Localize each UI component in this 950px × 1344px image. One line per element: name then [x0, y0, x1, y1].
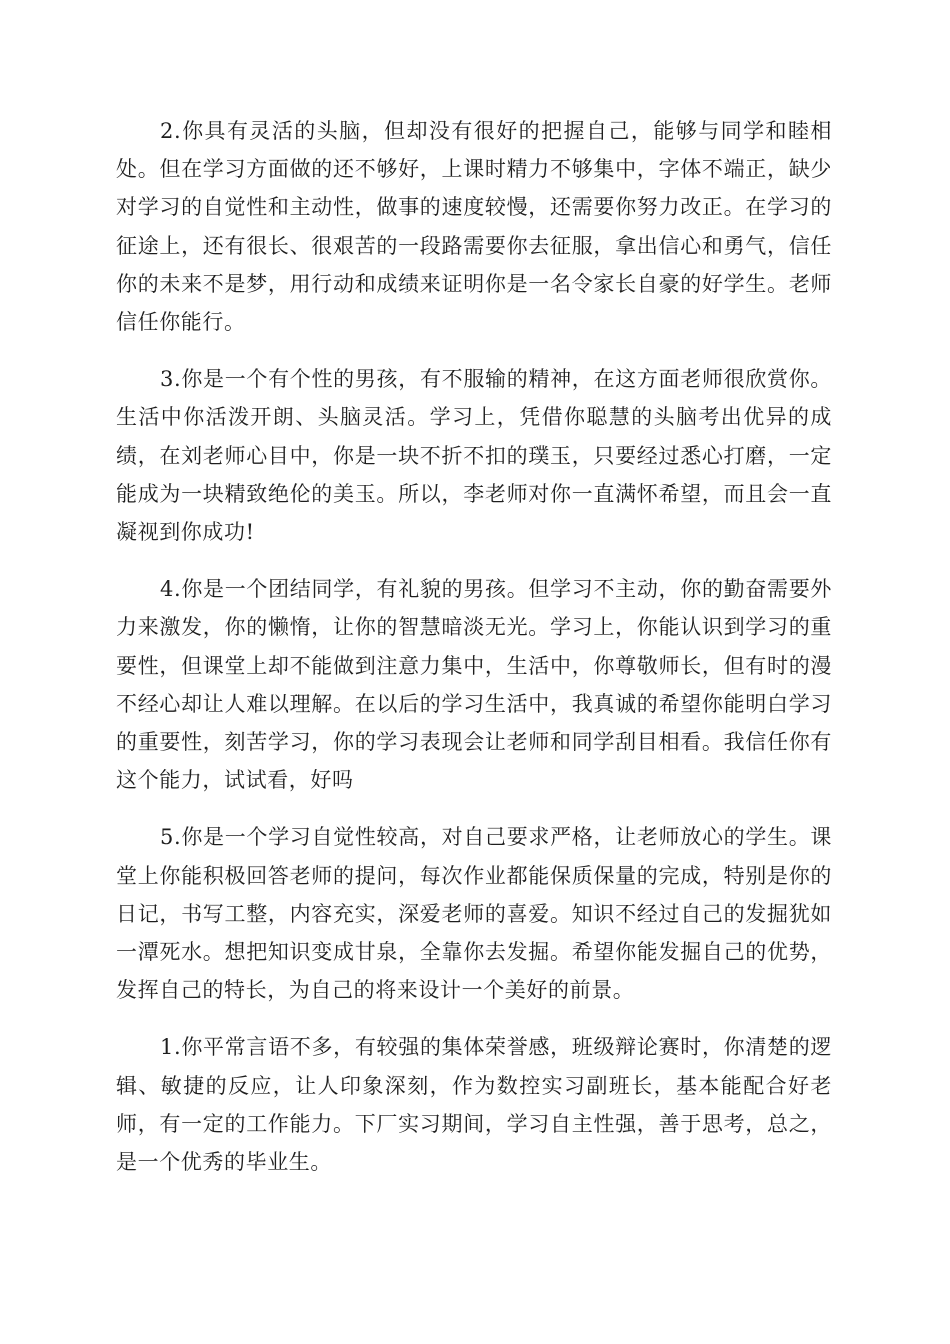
paragraph-comment-3: 3.你是一个有个性的男孩，有不服输的精神，在这方面老师很欣赏你。生活中你活泼开朗、头脑灵活。学习上，凭借你聪慧的头脑考出优异的成绩，在刘老师心目中，你是一块不折不扣的璞玉，只要经过悉心打磨，一定能成为一块精致绝伦的美玉。所以，李老师对你一直满怀希望，而且会一直凝视到你成功! — [116, 367, 832, 545]
document-body — [116, 112, 832, 1181]
paragraph-comment-4: 4.你是一个团结同学，有礼貌的男孩。但学习不主动，你的勤奋需要外力来激发，你的懒惰，让你的智慧暗淡无光。学习上，你能认识到学习的重要性，但课堂上却不能做到注意力集中，生活中，你尊敬师长，但有时的漫不经心却让人难以理解。在以后的学习生活中，我真诚的希望你能明白学习的重要性，刻苦学习，你的学习表现会让老师和同学刮目相看。我信任你有这个能力，试试看，好吗 — [116, 577, 832, 793]
paragraph-comment-2: 2.你具有灵活的头脑，但却没有很好的把握自己，能够与同学和睦相处。但在学习方面做的还不够好，上课时精力不够集中，字体不端正，缺少对学习的自觉性和主动性，做事的速度较慢，还需要你努力改正。在学习的征途上，还有很长、很艰苦的一段路需要你去征服，拿出信心和勇气，信任你的未来不是梦，用行动和成绩来证明你是一名令家长自豪的好学生。老师信任你能行。 — [116, 119, 832, 335]
paragraph-comment-1: 1.你平常言语不多，有较强的集体荣誉感，班级辩论赛时，你清楚的逻辑、敏捷的反应，让人印象深刻，作为数控实习副班长，基本能配合好老师，有一定的工作能力。下厂实习期间，学习自主性强，善于思考，总之，是一个优秀的毕业生。 — [116, 1035, 832, 1175]
paragraph-comment-5: 5.你是一个学习自觉性较高，对自己要求严格，让老师放心的学生。课堂上你能积极回答老师的提问，每次作业都能保质保量的完成，特别是你的日记，书写工整，内容充实，深爱老师的喜爱。知识不经过自己的发掘犹如一潭死水。想把知识变成甘泉，全靠你去发掘。希望你能发掘自己的优势，发挥自己的特长，为自己的将来设计一个美好的前景。 — [116, 825, 832, 1003]
